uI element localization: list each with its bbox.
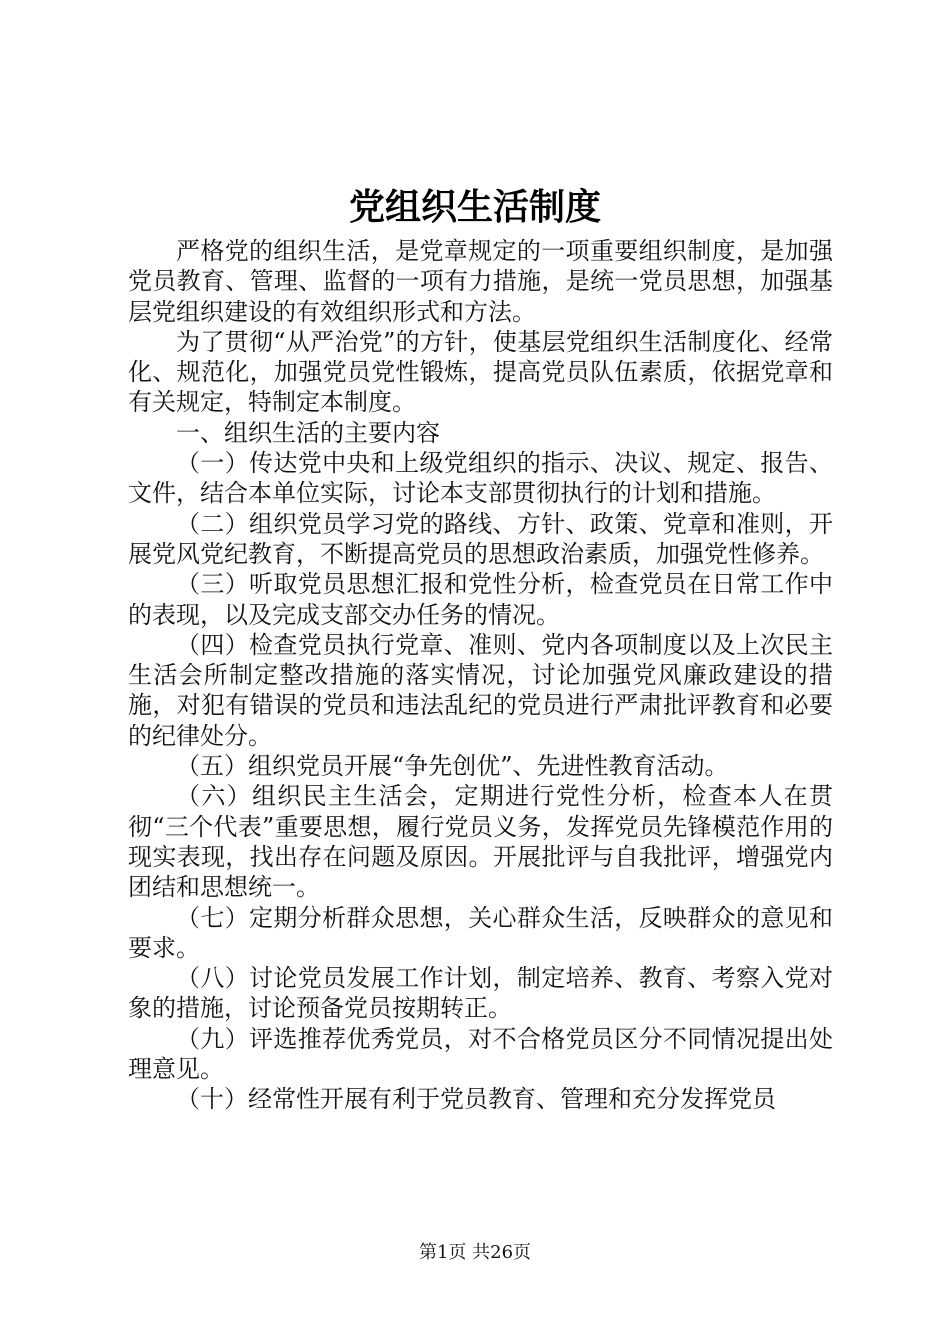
list-item: （十）经常性开展有利于党员教育、管理和充分发挥党员 xyxy=(176,1085,776,1114)
list-item: （二）组织党员学习党的路线、方针、政策、党章和准则，开展党风党纪教育，不断提高党员的思想政治素质，加强党性修养。 xyxy=(128,509,833,568)
list-item: （一）传达党中央和上级党组织的指示、决议、规定、报告、文件，结合本单位实际，讨论本支部贯彻执行的计划和措施。 xyxy=(128,449,833,508)
section-heading: 一、组织生活的主要内容 xyxy=(176,418,440,447)
list-item: （八）讨论党员发展工作计划，制定培养、教育、考察入党对象的措施，讨论预备党员按期转正。 xyxy=(128,964,833,1023)
document-body xyxy=(128,236,833,1115)
list-item: （四）检查党员执行党章、准则、党内各项制度以及上次民主生活会所制定整改措施的落实情况，讨论加强党风廉政建设的措施，对犯有错误的党员和违法乱纪的党员进行严肃批评教育和必要的纪律处分。 xyxy=(128,630,833,750)
list-item: （六）组织民主生活会，定期进行党性分析，检查本人在贯彻“三个代表”重要思想，履行党员义务，发挥党员先锋模范作用的现实表现，找出存在问题及原因。开展批评与自我批评，增强党内团结和思想统一。 xyxy=(128,782,833,902)
list-item: （三）听取党员思想汇报和党性分析，检查党员在日常工作中的表现，以及完成支部交办任务的情况。 xyxy=(128,570,833,629)
list-item: （五）组织党员开展“争先创优”、先进性教育活动。 xyxy=(176,752,729,781)
list-item: （九）评选推荐优秀党员，对不合格党员区分不同情况提出处理意见。 xyxy=(128,1024,833,1084)
document-title: 党组织生活制度 xyxy=(348,186,601,228)
paragraph-intro: 严格党的组织生活，是党章规定的一项重要组织制度，是加强党员教育、管理、监督的一项有力措施，是统一党员思想，加强基层党组织建设的有效组织形式和方法。 xyxy=(128,237,833,326)
paragraph-purpose: 为了贯彻“从严治党”的方针，使基层党组织生活制度化、经常化、规范化，加强党员党性锻炼，提高党员队伍素质，依据党章和有关规定，特制定本制度。 xyxy=(128,327,833,417)
page-number-footer: 第1页 共26页 xyxy=(418,1242,532,1263)
list-item: （七）定期分析群众思想，关心群众生活，反映群众的意见和要求。 xyxy=(128,903,833,962)
